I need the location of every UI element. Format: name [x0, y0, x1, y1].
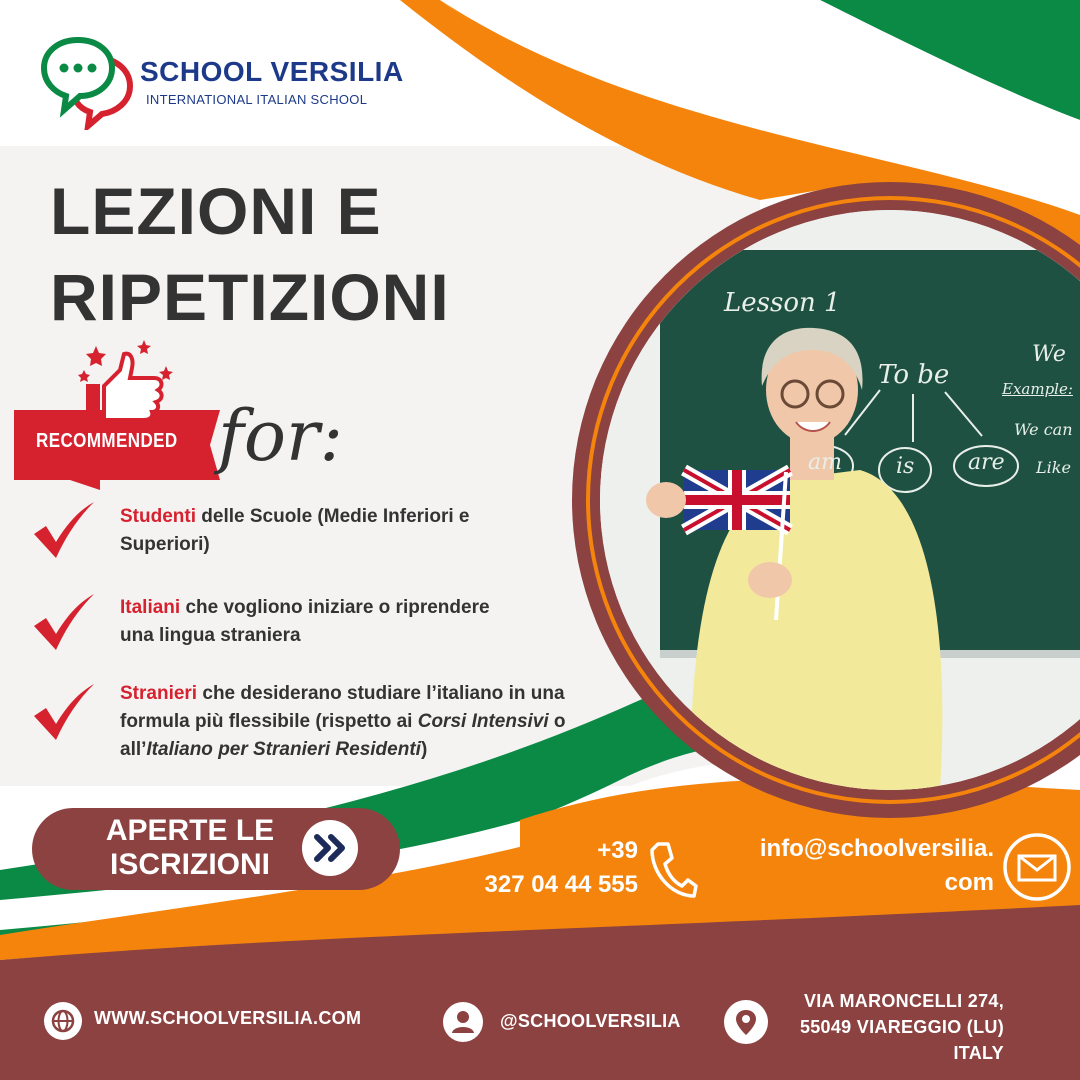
board-text-lesson: Lesson 1 [724, 288, 841, 318]
board-text-wecan: We can [1014, 420, 1073, 439]
board-text-tobe: To be [878, 360, 950, 390]
list-item-text: delle Scuole (Medie Inferiori e [196, 506, 470, 527]
page-title [50, 168, 610, 340]
enroll-label-line-1: APERTE LE [105, 814, 275, 847]
brand-name: SCHOOL VERSILIA [140, 56, 404, 87]
board-text-example: Example: [1002, 380, 1073, 398]
social-handle[interactable]: @SCHOOLVERSILIA [500, 1011, 681, 1031]
board-text-we: We [1032, 342, 1066, 367]
list-item-text: che vogliono iniziare o riprendere [180, 597, 490, 618]
globe-icon [44, 1002, 82, 1045]
title-line-2: RIPETIZIONI [50, 260, 450, 334]
check-icon [30, 592, 96, 657]
phone-number[interactable] [440, 834, 638, 902]
address [760, 988, 1004, 1066]
list-item-text: formula più flessibile (rispetto ai [120, 711, 418, 732]
address-line-3: ITALY [953, 1043, 1004, 1063]
list-item [120, 680, 566, 764]
thumbs-up-icon [74, 340, 184, 420]
phone-prefix: +39 [597, 837, 638, 864]
recommended-for-text: for: [218, 395, 344, 477]
list-item-text: o [548, 711, 566, 732]
list-item-highlight: Stranieri [120, 683, 198, 704]
recommended-badge: RECOMMENDED [36, 430, 178, 452]
email-line-1: info@schoolversilia. [759, 835, 994, 862]
phone-digits: 327 04 44 555 [484, 871, 638, 898]
list-item-highlight: Studenti [120, 506, 196, 527]
check-icon [30, 500, 96, 565]
list-item-text: che desiderano studiare l’italiano in una [197, 683, 565, 704]
website-link[interactable]: WWW.SCHOOLVERSILIA.COM [94, 1008, 362, 1028]
enroll-label-line-2: ISCRIZIONI [109, 848, 270, 881]
list-item-text: all’ [120, 739, 147, 760]
list-item-text: Superiori) [120, 534, 210, 555]
brand-logo-icon [40, 34, 140, 130]
list-item-text: ) [420, 739, 428, 760]
list-item [120, 503, 469, 559]
enroll-button-label [90, 814, 290, 882]
double-chevron-right-icon[interactable] [302, 820, 358, 876]
email-line-2: com [944, 869, 994, 896]
list-item-highlight: Italiani [120, 597, 181, 618]
board-text-are: are [968, 450, 1005, 475]
address-line-2: 55049 VIAREGGIO (LU) [799, 1017, 1004, 1037]
address-line-1: VIA MARONCELLI 274, [803, 991, 1004, 1011]
user-icon [443, 1002, 483, 1047]
list-item-emphasis: Italiano per Stranieri Residenti [146, 739, 421, 760]
board-text-like: Like [1036, 458, 1071, 477]
list-item-emphasis: Corsi Intensivi [417, 711, 549, 732]
brand-tagline: INTERNATIONAL ITALIAN SCHOOL [146, 92, 368, 107]
phone-icon [648, 840, 698, 903]
list-item-text: una lingua straniera [120, 625, 301, 646]
list-item [120, 594, 490, 650]
board-text-am: am [808, 450, 842, 475]
board-text-is: is [896, 454, 915, 479]
mail-icon [1002, 832, 1072, 907]
check-icon [30, 682, 96, 747]
email-address[interactable] [700, 832, 994, 900]
title-line-1: LEZIONI E [50, 174, 382, 248]
